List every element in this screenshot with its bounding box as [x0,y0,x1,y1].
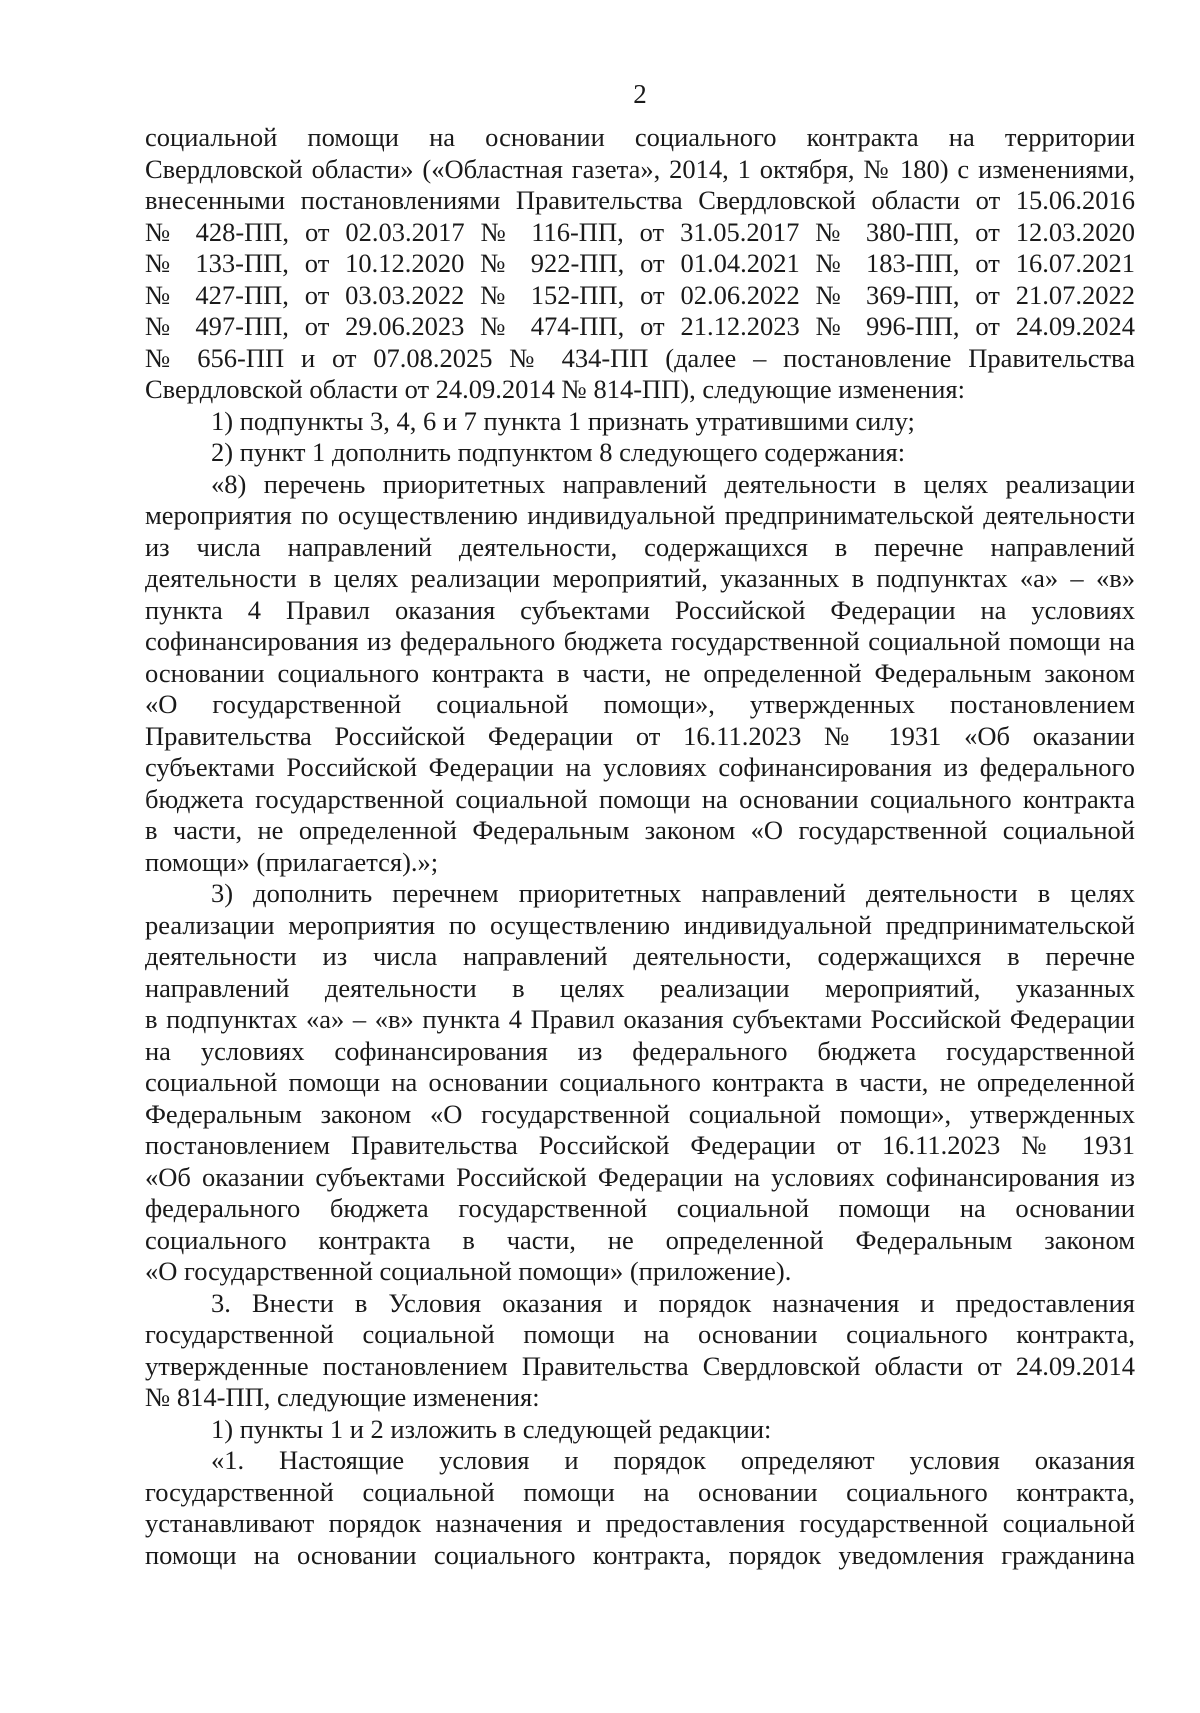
text-line: № 427-ПП, от 03.03.2022 № 152-ПП, от 02.06.2022 № 369-ПП, от 21.07.2022 [145,279,1135,310]
text-line: социальной помощи на основании социального контракта в части, не определенной [145,1067,1135,1097]
text-line: субъектами Российской Федерации на условиях софинансирования из федерального [145,752,1135,782]
text-line: деятельности из числа направлений деятельности, содержащихся в перечне [145,941,1135,971]
text-line: федерального бюджета государственной социальной помощи на основании [145,1193,1135,1223]
text-line: из числа направлений деятельности, содержащихся в перечне направлений [145,531,1135,562]
text-line: государственной социальной помощи на основании социального контракта, [145,1476,1135,1507]
text-line: № 656-ПП и от 07.08.2025 № 434-ПП (далее – постановление Правительства [145,342,1135,373]
text-line: помощи» (прилагается).»; [145,846,439,877]
text-line: 3. Внести в Условия оказания и порядок назначения и предоставления [211,1287,1135,1318]
text-line: 1) подпункты 3, 4, 6 и 7 пункта 1 признать утратившими силу; [211,405,915,436]
text-line: «О государственной социальной помощи» (приложение). [145,1256,792,1286]
text-line: 2) пункт 1 дополнить подпунктом 8 следующего содержания: [211,437,906,467]
text-line: направлений деятельности в целях реализации мероприятий, указанных [145,972,1135,1003]
text-line: мероприятия по осуществлению индивидуальной предпринимательской деятельности [145,500,1135,530]
text-line: помощи на основании социального контракта, порядок уведомления гражданина [145,1539,1135,1570]
text-line: софинансирования из федерального бюджета государственной социальной помощи на [145,626,1135,656]
text-line: «Об оказании субъектами Российской Федерации на условиях софинансирования из [145,1161,1135,1192]
text-line: № 497-ПП, от 29.06.2023 № 474-ПП, от 21.12.2023 № 996-ПП, от 24.09.2024 [145,311,1135,341]
text-line: пункта 4 Правил оказания субъектами Российской Федерации на условиях [145,594,1135,625]
text-line: государственной социальной помощи на основании социального контракта, [145,1319,1135,1349]
text-line: № 428-ПП, от 02.03.2017 № 116-ПП, от 31.05.2017 № 380-ПП, от 12.03.2020 [145,216,1135,247]
text-line: социальной помощи на основании социального контракта на территории [145,122,1135,152]
document-body [145,122,1135,1571]
text-line: Правительства Российской Федерации от 16.11.2023 № 1931 «Об оказании [145,720,1135,751]
text-line: бюджета государственной социальной помощи на основании социального контракта [145,783,1135,814]
text-line: № 814-ПП, следующие изменения: [145,1382,540,1412]
text-line: основании социального контракта в части, не определенной Федеральным законом [145,657,1135,688]
text-line: «8) перечень приоритетных направлений деятельности в целях реализации [211,468,1135,499]
text-line: Федеральным законом «О государственной социальной помощи», утвержденных [145,1098,1135,1129]
text-line: на условиях софинансирования из федерального бюджета государственной [145,1035,1135,1066]
text-line: «О государственной социальной помощи», утвержденных постановлением [145,689,1135,719]
text-line: устанавливают порядок назначения и предоставления государственной социальной [145,1508,1135,1538]
text-line: реализации мероприятия по осуществлению индивидуальной предпринимательской [145,909,1135,940]
text-line: Свердловской области от 24.09.2014 № 814-ПП), следующие изменения: [145,374,965,404]
text-line: № 133-ПП, от 10.12.2020 № 922-ПП, от 01.04.2021 № 183-ПП, от 16.07.2021 [145,248,1135,278]
page-number: 2 [633,79,647,109]
text-line: 1) пункты 1 и 2 изложить в следующей редакции: [211,1413,772,1444]
text-line: 3) дополнить перечнем приоритетных направлений деятельности в целях [211,878,1135,908]
text-line: Свердловской области» («Областная газета», 2014, 1 октября, № 180) с изменениями, [145,153,1135,184]
text-line: «1. Настоящие условия и порядок определяют условия оказания [211,1445,1135,1475]
text-line: деятельности в целях реализации мероприятий, указанных в подпунктах «а» – «в» [145,563,1135,593]
text-line: в части, не определенной Федеральным законом «О государственной социальной [145,815,1135,845]
text-line: внесенными постановлениями Правительства Свердловской области от 15.06.2016 [145,185,1135,215]
text-line: утвержденные постановлением Правительства Свердловской области от 24.09.2014 [145,1350,1135,1381]
text-line: в подпунктах «а» – «в» пункта 4 Правил оказания субъектами Российской Федерации [145,1004,1135,1034]
text-line: социального контракта в части, не определенной Федеральным законом [145,1224,1135,1255]
text-line: постановлением Правительства Российской Федерации от 16.11.2023 № 1931 [145,1130,1135,1160]
